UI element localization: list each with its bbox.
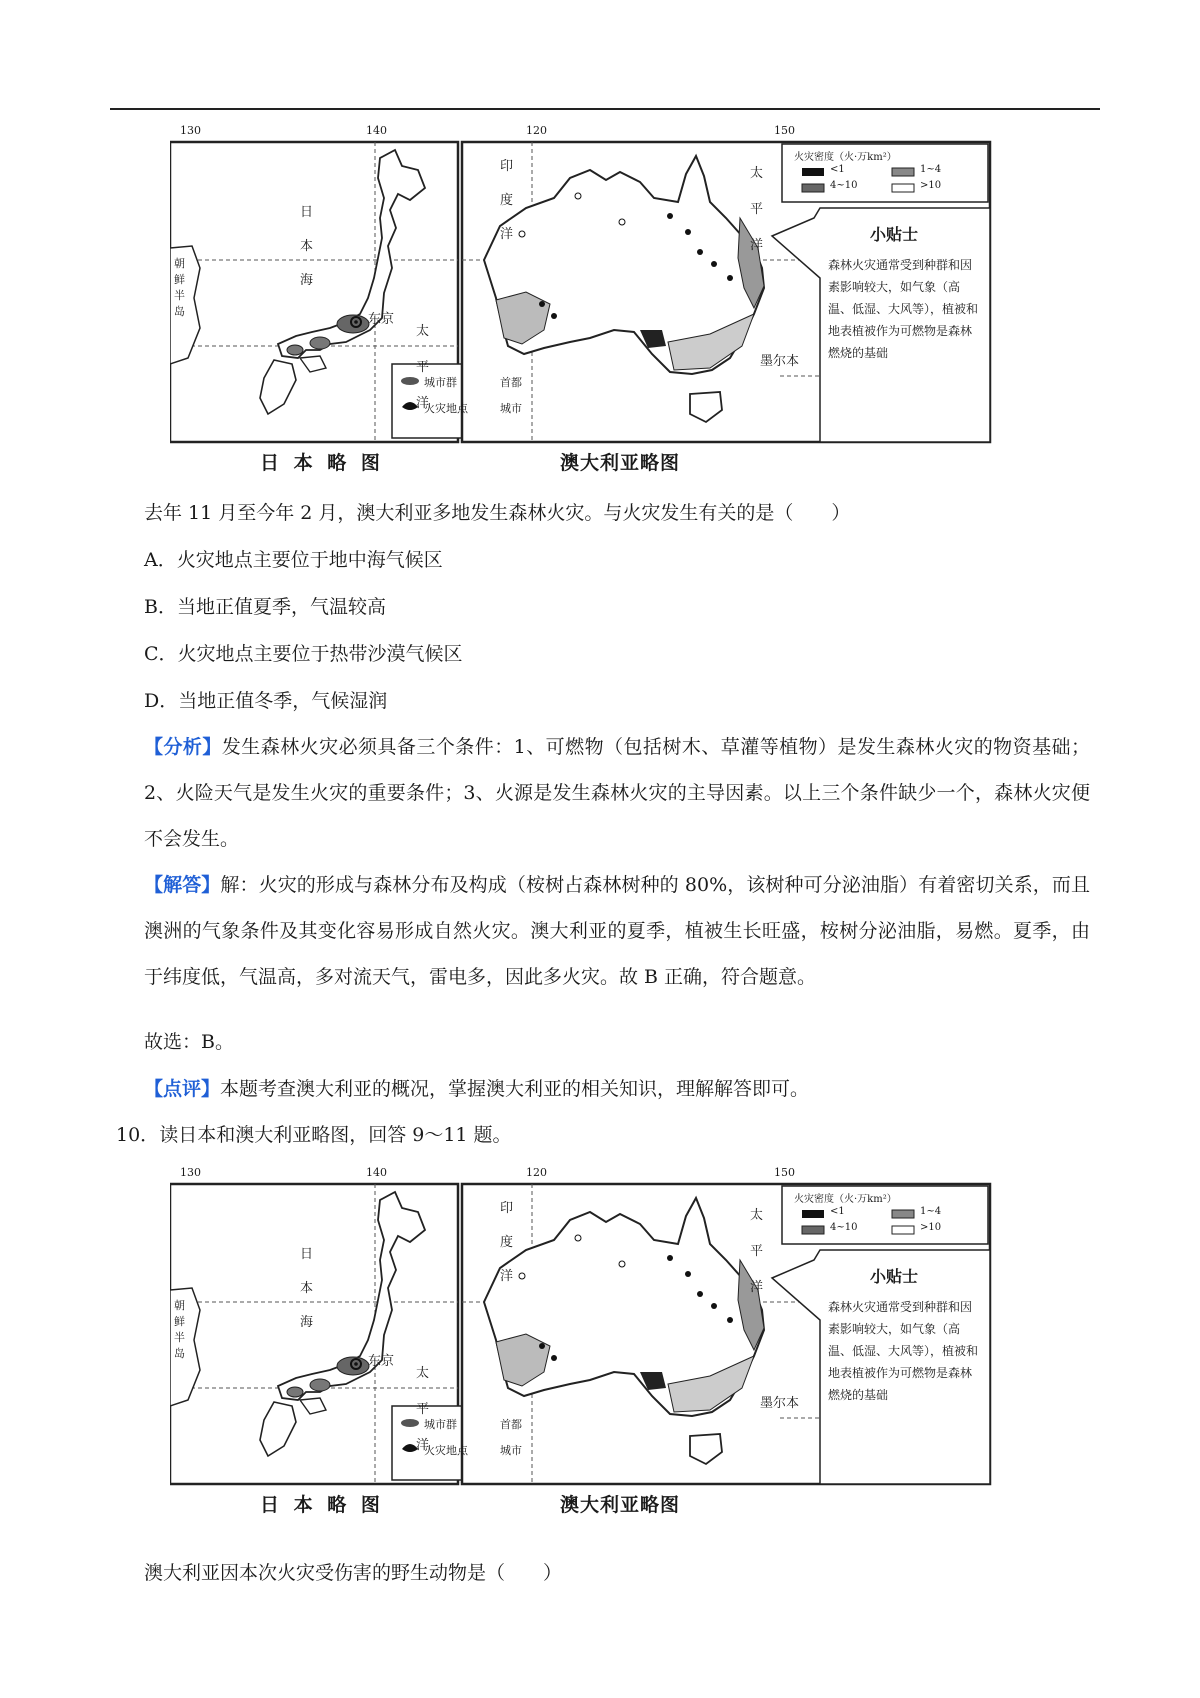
map-figure-1 (170, 118, 1090, 478)
japan-legend-city: 城市 (500, 402, 522, 415)
aus-lon-label: 150 (774, 1166, 795, 1179)
question-10-stem: 澳大利亚因本次火灾受伤害的野生动物是（ ） (144, 1562, 563, 1584)
melbourne-label: 墨尔本 (760, 1396, 800, 1411)
capital-label: 东京 (368, 312, 395, 327)
aus-legend-item: 1~4 (920, 1206, 942, 1217)
korea-label: 朝 鲜 半 岛 (174, 257, 185, 318)
capital-label: 东京 (368, 1354, 395, 1369)
answer-paragraph (144, 862, 1090, 1000)
aus-lon-label: 120 (526, 1166, 547, 1179)
japan-legend-city-group: 城市群 (424, 1418, 457, 1431)
japan-legend-city: 城市 (500, 1444, 522, 1457)
australia-caption: 澳大利亚略图 (560, 1494, 681, 1516)
aus-legend-item: >10 (920, 1222, 942, 1233)
question-number: 10． (116, 1124, 160, 1146)
option-d: D．当地正值冬季，气候湿润 (144, 690, 388, 712)
japan-caption: 日 本 略 图 (260, 1494, 384, 1516)
aus-pacific-label: 太 平 洋 (750, 1208, 764, 1295)
tip-text: 森林火灾通常受到种群和因素影响较大，如气象（高温、低湿、大风等），植被和地表植被作为可燃物是森林燃烧的基础 (828, 1300, 979, 1402)
indian-ocean-label: 印 度 洋 (500, 1201, 514, 1284)
comment-tag: 【点评】 (144, 1078, 221, 1100)
aus-pacific-label: 太 平 洋 (750, 166, 764, 253)
option-b: B．当地正值夏季，气温较高 (144, 596, 386, 618)
aus-legend-item: 4~10 (830, 1222, 858, 1233)
japan-sea-label: 日 本 海 (300, 1247, 314, 1330)
header-rule (110, 108, 1100, 110)
analysis-tag: 【分析】 (144, 736, 222, 758)
aus-legend-item: >10 (920, 180, 942, 191)
japan-pacific-label: 太 平 洋 (416, 324, 430, 411)
map-figure-2 (170, 1160, 1090, 1520)
japan-pacific-label: 太 平 洋 (416, 1366, 430, 1453)
aus-legend-item: <1 (830, 164, 845, 175)
comment-text: 本题考查澳大利亚的概况，掌握澳大利亚的相关知识，理解解答即可。 (220, 1078, 810, 1100)
aus-legend-item: <1 (830, 1206, 845, 1217)
comment-line (144, 1074, 809, 1104)
analysis-text: 发生森林火灾必须具备三个条件：1、可燃物（包括树木、草灌等植物）是发生森林火灾的物资基础；2、火险天气是发生火灾的重要条件；3、火源是发生森林火灾的主导因素。以上三个条件缺少一个，森林火灾便不会发生。 (144, 736, 1090, 850)
choice-line: 故选：B。 (144, 1031, 234, 1053)
australia-caption: 澳大利亚略图 (560, 452, 681, 474)
question-10-intro (116, 1120, 512, 1147)
question-intro: 读日本和澳大利亚略图，回答 9～11 题。 (159, 1124, 512, 1146)
aus-lon-label: 150 (774, 124, 795, 137)
japan-caption: 日 本 略 图 (260, 452, 384, 474)
aus-lon-label: 120 (526, 124, 547, 137)
japan-legend-capital: 首都 (500, 376, 522, 389)
tip-title: 小贴士 (870, 1267, 919, 1286)
japan-sea-label: 日 本 海 (300, 205, 314, 288)
indian-ocean-label: 印 度 洋 (500, 159, 514, 242)
question-stem: 去年 11 月至今年 2 月，澳大利亚多地发生森林火灾。与火灾发生有关的是（ ） (144, 502, 851, 524)
japan-legend-fire: 火灾地点 (424, 1444, 468, 1457)
melbourne-label: 墨尔本 (760, 354, 800, 369)
japan-lon-label: 140 (366, 124, 387, 137)
aus-legend-title: 火灾密度（火·万km²） (794, 152, 897, 163)
japan-legend-fire: 火灾地点 (424, 402, 468, 415)
aus-legend-title: 火灾密度（火·万km²） (794, 1194, 897, 1205)
japan-lon-label: 140 (366, 1166, 387, 1179)
aus-legend-item: 4~10 (830, 180, 858, 191)
korea-label: 朝 鲜 半 岛 (174, 1299, 185, 1360)
tip-text: 森林火灾通常受到种群和因素影响较大，如气象（高温、低湿、大风等），植被和地表植被作为可燃物是森林燃烧的基础 (828, 258, 979, 360)
aus-legend-item: 1~4 (920, 164, 942, 175)
japan-legend-city-group: 城市群 (424, 376, 457, 389)
analysis-paragraph (144, 724, 1090, 862)
japan-lon-label: 130 (180, 1166, 201, 1179)
option-c: C．火灾地点主要位于热带沙漠气候区 (144, 643, 463, 665)
japan-lon-label: 130 (180, 124, 201, 137)
tip-title: 小贴士 (870, 225, 919, 244)
option-a: A．火灾地点主要位于地中海气候区 (144, 549, 443, 571)
answer-tag: 【解答】 (144, 874, 221, 896)
answer-text: 解：火灾的形成与森林分布及构成（桉树占森林树种的 80%，该树种可分泌油脂）有着密切关系，而且澳洲的气象条件及其变化容易形成自然火灾。澳大利亚的夏季，植被生长旺盛，桉树分泌油脂，易燃。夏季，由于纬度低，气温高，多对流天气，雷电多，因此多火灾。故 B 正确，符合题意。 (144, 874, 1090, 988)
japan-legend-capital: 首都 (500, 1418, 522, 1431)
